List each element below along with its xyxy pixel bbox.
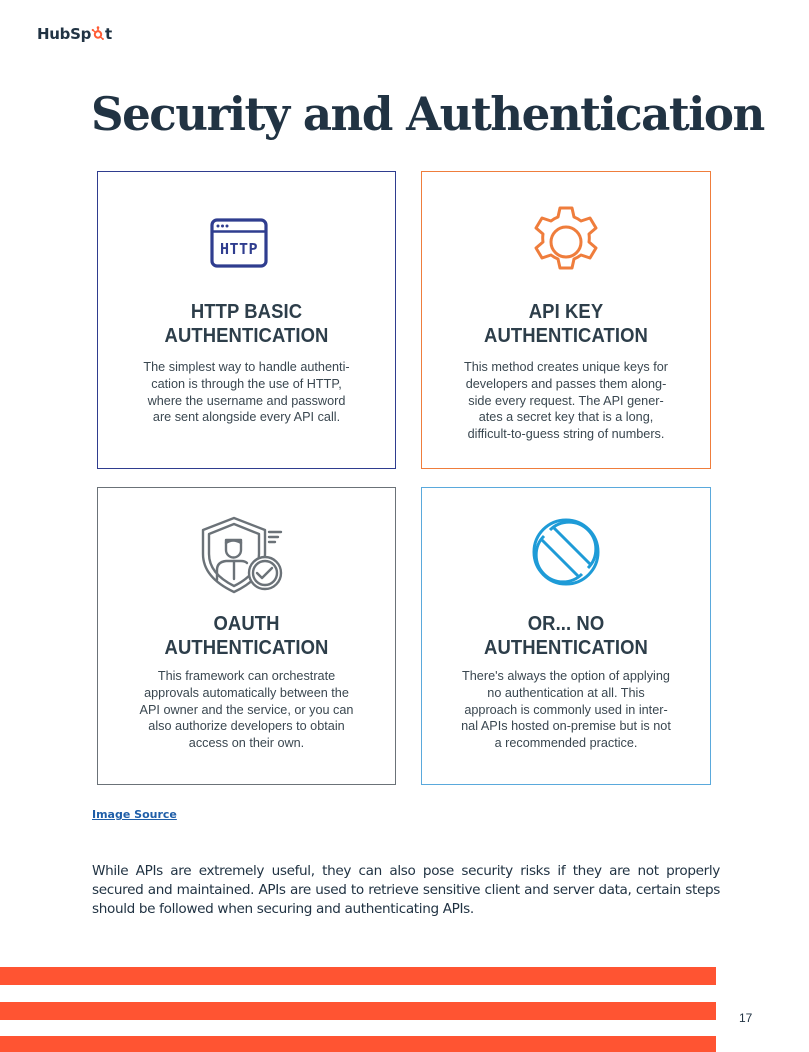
- hubspot-logo: [37, 24, 112, 44]
- http-window-icon: [210, 218, 268, 268]
- card-description: There's always the option of applying no authentication at all. This approach is commonly used in inter- nal APIs hosted on-premise but is not a recommended practice.: [461, 668, 671, 751]
- card-title: API KEY AUTHENTICATION: [484, 300, 648, 347]
- logo-text-end: t: [105, 25, 113, 43]
- card-description: This framework can orchestrate approvals automatically between the API owner and the service, or you can also authorize developers to obtain access on their own.: [139, 668, 354, 751]
- page-title: Security and Authentication: [91, 87, 764, 141]
- card-api-key-authentication: [421, 171, 711, 469]
- http-icon-text: HTTP: [219, 240, 259, 258]
- card-title: HTTP BASIC AUTHENTICATION: [164, 300, 329, 347]
- card-title: OAUTH AUTHENTICATION: [164, 612, 329, 659]
- shield-user-check-icon: [193, 514, 289, 596]
- card-description: The simplest way to handle authenti- cation is through the use of HTTP, where the username and password are sent alongside every API call.: [143, 359, 350, 425]
- image-source-link[interactable]: Image Source: [92, 808, 177, 821]
- logo-text: HubSp: [37, 25, 92, 43]
- card-title: OR... NO AUTHENTICATION: [484, 612, 648, 659]
- sprocket-icon: [91, 26, 105, 40]
- prohibited-icon: [530, 516, 602, 588]
- footer-stripe: [0, 967, 716, 985]
- footer-stripe: [0, 1036, 716, 1052]
- card-oauth-authentication: [97, 487, 396, 785]
- body-paragraph: While APIs are extremely useful, they can also pose security risks if they are not properly secured and maintained. APIs are used to retrieve sensitive client and server data, certain steps should be followed when securing and authenticating APIs.: [92, 863, 720, 917]
- gear-icon: [525, 202, 607, 284]
- card-description: This method creates unique keys for developers and passes them along- side every request. The API gener- ates a secret key that is a long, difficult-to-guess string of numbers.: [463, 359, 669, 442]
- footer-stripe: [0, 1002, 716, 1020]
- card-no-authentication: [421, 487, 711, 785]
- card-http-basic-authentication: [97, 171, 396, 469]
- page-number: 17: [739, 1011, 753, 1025]
